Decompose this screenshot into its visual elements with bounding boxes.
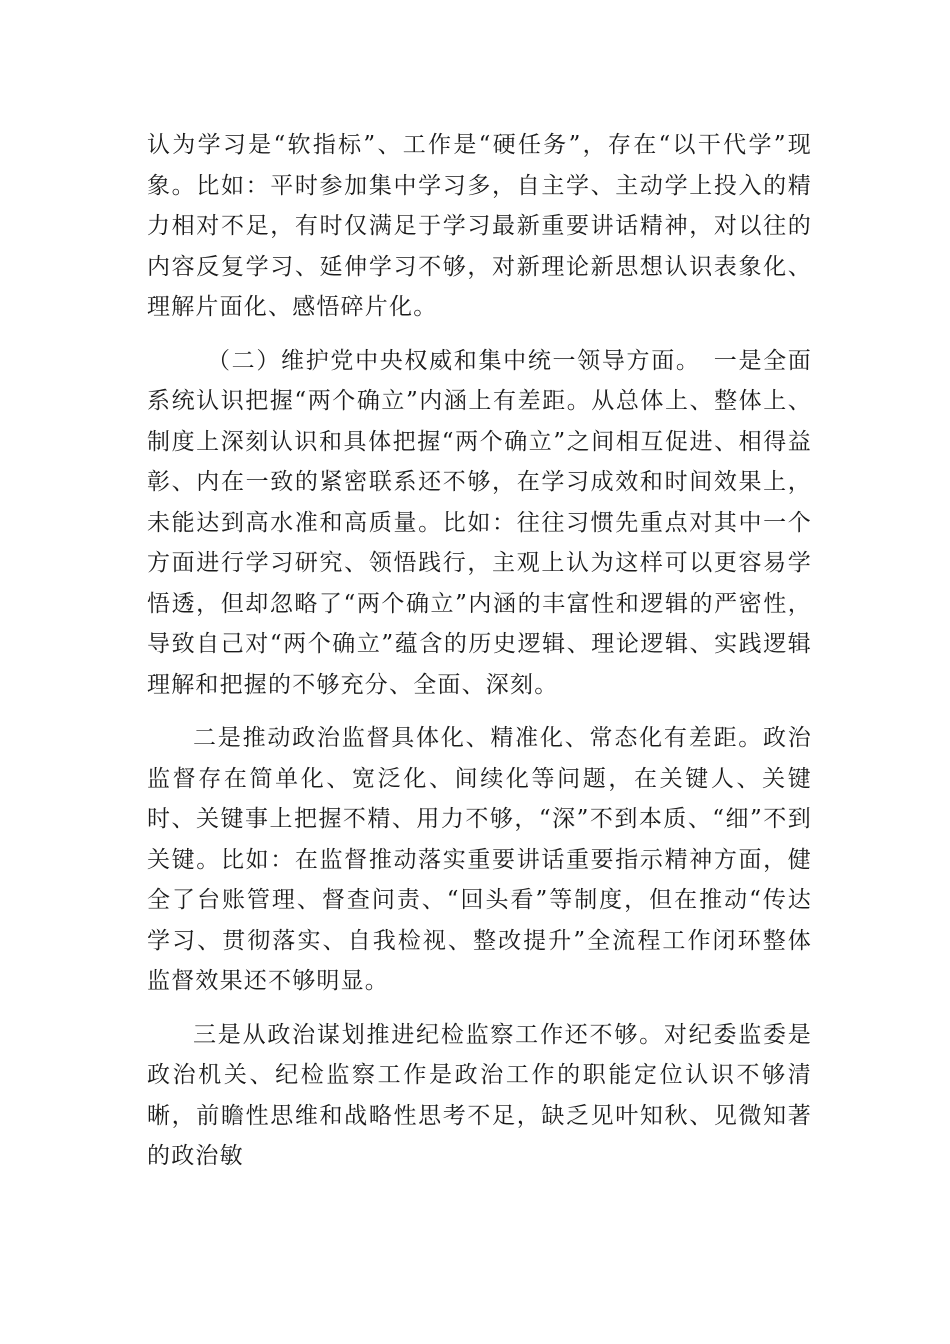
paragraph-2-heading: （二）维护党中央权威和集中统一领导方面。 一是全面系统认识把握“两个确立”内涵上有差距。从总体上、整体上、制度上深刻认识和具体把握“两个确立”之间相互促进、相得益彰、内在一致的紧密联系还不够，在学习成效和时间效果上，未能达到高水准和高质量。比如：往往习惯先重点对其中一个方面进行学习研究、领悟践行，主观上认为这样可以更容易学悟透，但却忽略了“两个确立”内涵的丰富性和逻辑的严密性，导致自己对“两个确立”蕴含的历史逻辑、理论逻辑、实践逻辑理解和把握的不够充分、全面、深刻。 (147, 347, 812, 698)
paragraph-4: 三是从政治谋划推进纪检监察工作还不够。对纪委监委是政治机关、纪检监察工作是政治工作的职能定位认识不够清晰，前瞻性思维和战略性思考不足，缺乏见叶知秋、见微知著的政治敏 (147, 1021, 812, 1169)
document-page (147, 125, 812, 1177)
paragraph-1: 认为学习是“软指标”、工作是“硬任务”，存在“以干代学”现象。比如：平时参加集中学习多，自主学、主动学上投入的精力相对不足，有时仅满足于学习最新重要讲话精神，对以往的内容反复学习、延伸学习不够，对新理论新思想认识表象化、理解片面化、感悟碎片化。 (147, 132, 812, 320)
paragraph-3: 二是推动政治监督具体化、精准化、常态化有差距。政治监督存在简单化、宽泛化、间续化等问题，在关键人、关键时、关键事上把握不精、用力不够，“深”不到本质、“细”不到关键。比如：在监督推动落实重要讲话重要指示精神方面，健全了台账管理、督查问责、“回头看”等制度，但在推动“传达学习、贯彻落实、自我检视、整改提升”全流程工作闭环整体监督效果还不够明显。 (147, 725, 812, 994)
